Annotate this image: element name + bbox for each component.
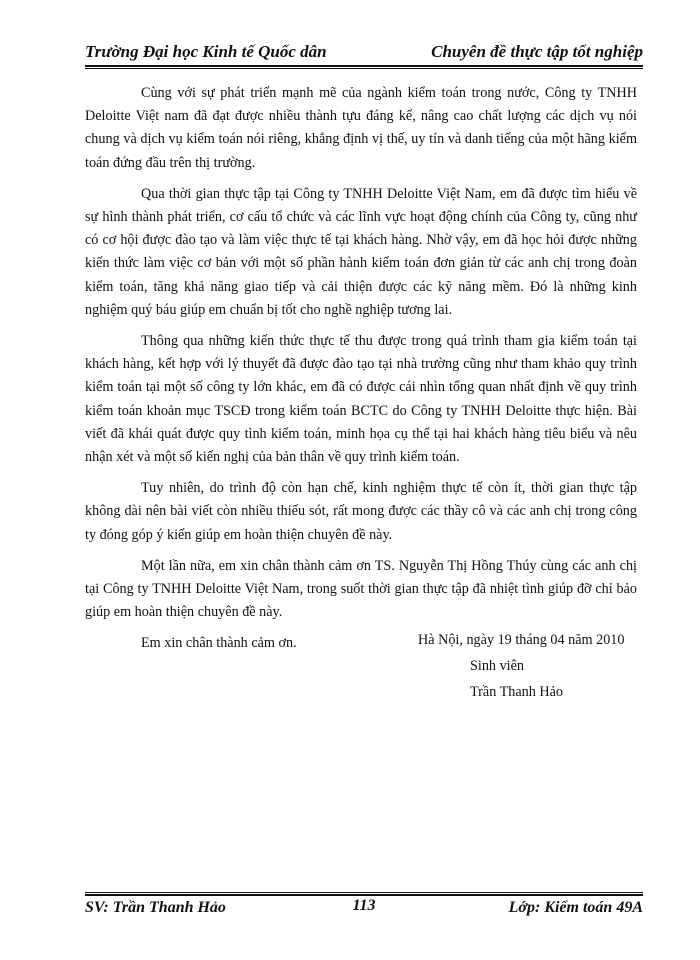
paragraph: Cùng với sự phát triển mạnh mẽ của ngành kiểm toán trong nước, Công ty TNHH Deloitte Việt nam đã đạt được nhiều thành tựu đáng kể, nâng cao chất lượng các dịch vụ nói chung và dịch vụ kiểm toán nói riêng, khẳng định vị thế, uy tín và danh tiếng của một hãng kiểm toán đứng đầu trên thị trường. xyxy=(85,85,637,171)
page-footer xyxy=(85,897,643,919)
paragraph: Tuy nhiên, do trình độ còn hạn chế, kinh nghiệm thực tế còn ít, thời gian thực tập không dài nên bài viết còn nhiều thiếu sót, rất mong được các thầy cô và các anh chị trong công ty đóng góp ý kiến giúp em hoàn thiện chuyên đề này. xyxy=(85,480,637,543)
signature-name: Trần Thanh Hảo xyxy=(470,684,564,700)
header-university: Trường Đại học Kinh tế Quốc dân xyxy=(85,42,327,61)
footer-class: Lớp: Kiểm toán 49A xyxy=(508,899,643,916)
page-number: 113 xyxy=(352,897,376,914)
header-document-title: Chuyên đề thực tập tốt nghiệp xyxy=(431,42,643,61)
footer-rule-thin xyxy=(85,892,643,893)
footer-student: SV: Trần Thanh Hảo xyxy=(85,899,226,916)
signature-date: Hà Nội, ngày 19 tháng 04 năm 2010 xyxy=(418,632,625,648)
closing-line: Em xin chân thành cảm ơn. xyxy=(141,635,297,652)
document-body xyxy=(85,82,637,664)
paragraph: Thông qua những kiến thức thực tế thu được trong quá trình tham gia kiểm toán tại khách hàng, kết hợp với lý thuyết đã được đào tạo tại nhà trường cũng như tham khảo quy trình kiểm toán tại một số công ty lớn khác, em đã có được cái nhìn tổng quan nhất định về quy trình kiểm toán khoản mục TSCĐ trong kiểm toán BCTC do Công ty TNHH Deloitte thực hiện. Bài viết đã khái quát được quy tình kiểm toán, minh họa cụ thể tại hai khách hàng tiêu biểu và nêu nhận xét và một số kiến nghị của bản thân về quy trình kiểm toán. xyxy=(85,333,637,466)
header-rule-thin xyxy=(85,68,643,69)
page-header xyxy=(85,42,643,62)
paragraph: Một lần nữa, em xin chân thành cảm ơn TS. Nguyễn Thị Hồng Thúy cùng các anh chị tại Công ty TNHH Deloitte Việt Nam, trong suốt thời gian thực tập đã nhiệt tình giúp đỡ chỉ bảo giúp em hoàn thiện chuyên đề này. xyxy=(85,557,637,621)
signature-role: Sinh viên xyxy=(470,658,524,674)
header-rule xyxy=(85,65,643,67)
paragraph: Qua thời gian thực tập tại Công ty TNHH Deloitte Việt Nam, em đã được tìm hiểu về sự hình thành phát triển, cơ cấu tổ chức và các lĩnh vực hoạt động chính của Công ty, cũng như có cơ hội được đào tạo và làm việc thực tế tại khách hàng. Nhờ vậy, em đã học hỏi được những kiến thức làm việc cơ bản với một số phần hành kiểm toán đơn giản từ các anh chị trong đoàn kiểm toán, tăng khả năng giao tiếp và cải thiện được các kỹ năng mềm. Đó là những kinh nghiệm quý báu giúp em chuẩn bị tốt cho nghề nghiệp tương lai. xyxy=(85,185,637,318)
